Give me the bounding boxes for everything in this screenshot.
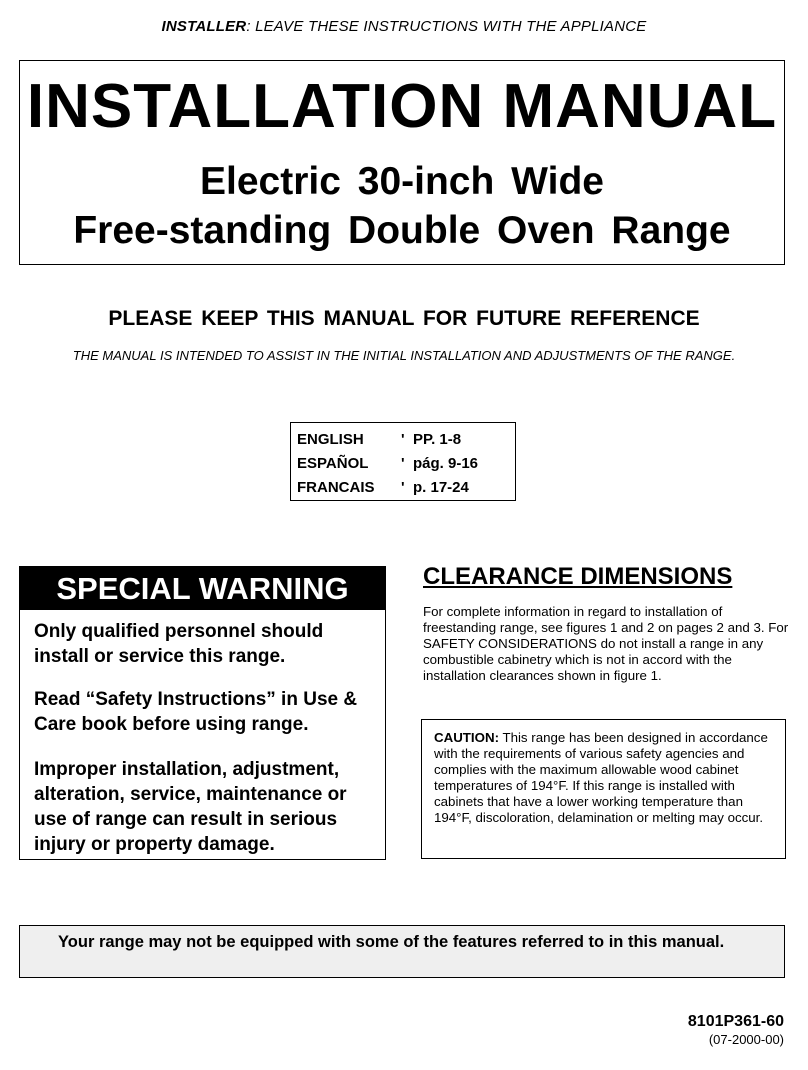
- warning-paragraph: Only qualified personnel should install or service this range.: [34, 621, 324, 667]
- features-note-box: Your range may not be equipped with some of the features referred to in this manual.: [19, 925, 785, 978]
- warning-paragraph: Read “Safety Instructions” in Use & Care book before using range.: [34, 689, 358, 735]
- warning-paragraph: Improper installation, adjustment, alteration, service, maintenance or use of range can result in serious injury or property damage.: [34, 759, 347, 855]
- language-separator: ': [401, 430, 405, 448]
- document-date: (07-2000-00): [708, 1032, 784, 1047]
- document-number: 8101P361-60: [687, 1013, 784, 1030]
- clearance-dimensions-text: For complete information in regard to installation of freestanding range, see figures 1 and 2 on pages 2 and 3. For SAFETY CONSIDERATIONS do not install a range in any combustible cabinetry which is not in accord with the installation clearances shown in figure 1.: [423, 604, 789, 683]
- installer-text: : LEAVE THESE INSTRUCTIONS WITH THE APPLIANCE: [246, 18, 647, 35]
- language-name: FRANCAIS: [297, 478, 375, 496]
- language-separator: ': [401, 454, 405, 472]
- language-row-english: [297, 427, 509, 451]
- caution-label: CAUTION:: [434, 730, 499, 745]
- subtitle-line-1: Electric 30-inch Wide: [200, 160, 604, 203]
- special-warning-header: SPECIAL WARNING: [20, 567, 385, 610]
- language-name: ESPAÑOL: [297, 454, 369, 472]
- keep-manual-heading: PLEASE KEEP THIS MANUAL FOR FUTURE REFERENCE: [108, 307, 700, 330]
- language-pages: p. 17-24: [413, 478, 469, 496]
- language-name: ENGLISH: [297, 430, 364, 448]
- subtitle-line-2: Free-standing Double Oven Range: [73, 209, 731, 252]
- language-pages: pág. 9-16: [413, 454, 479, 472]
- clearance-dimensions-heading: CLEARANCE DIMENSIONS: [423, 563, 733, 590]
- main-title: INSTALLATION MANUAL: [26, 72, 778, 141]
- language-table: [290, 422, 516, 501]
- caution-text: This range has been designed in accordance with the requirements of various safety agencies and complies with the maximum allowable wood cabinet temperatures of 194°F. If this range is installed with cabinets that have a lower working temperature than 194°F, discoloration, delamination or melting may occur.: [434, 730, 768, 825]
- installer-note: [0, 18, 808, 35]
- installer-label: INSTALLER: [161, 18, 247, 35]
- caution-box: [421, 719, 786, 859]
- intended-note: THE MANUAL IS INTENDED TO ASSIST IN THE INITIAL INSTALLATION AND ADJUSTMENTS OF THE RANGE.: [72, 348, 736, 363]
- special-warning-box: [19, 566, 386, 860]
- language-pages: PP. 1-8: [413, 430, 462, 448]
- language-row-espanol: [297, 451, 509, 475]
- title-box: [19, 60, 785, 265]
- language-separator: ': [401, 478, 405, 496]
- language-row-francais: [297, 475, 509, 499]
